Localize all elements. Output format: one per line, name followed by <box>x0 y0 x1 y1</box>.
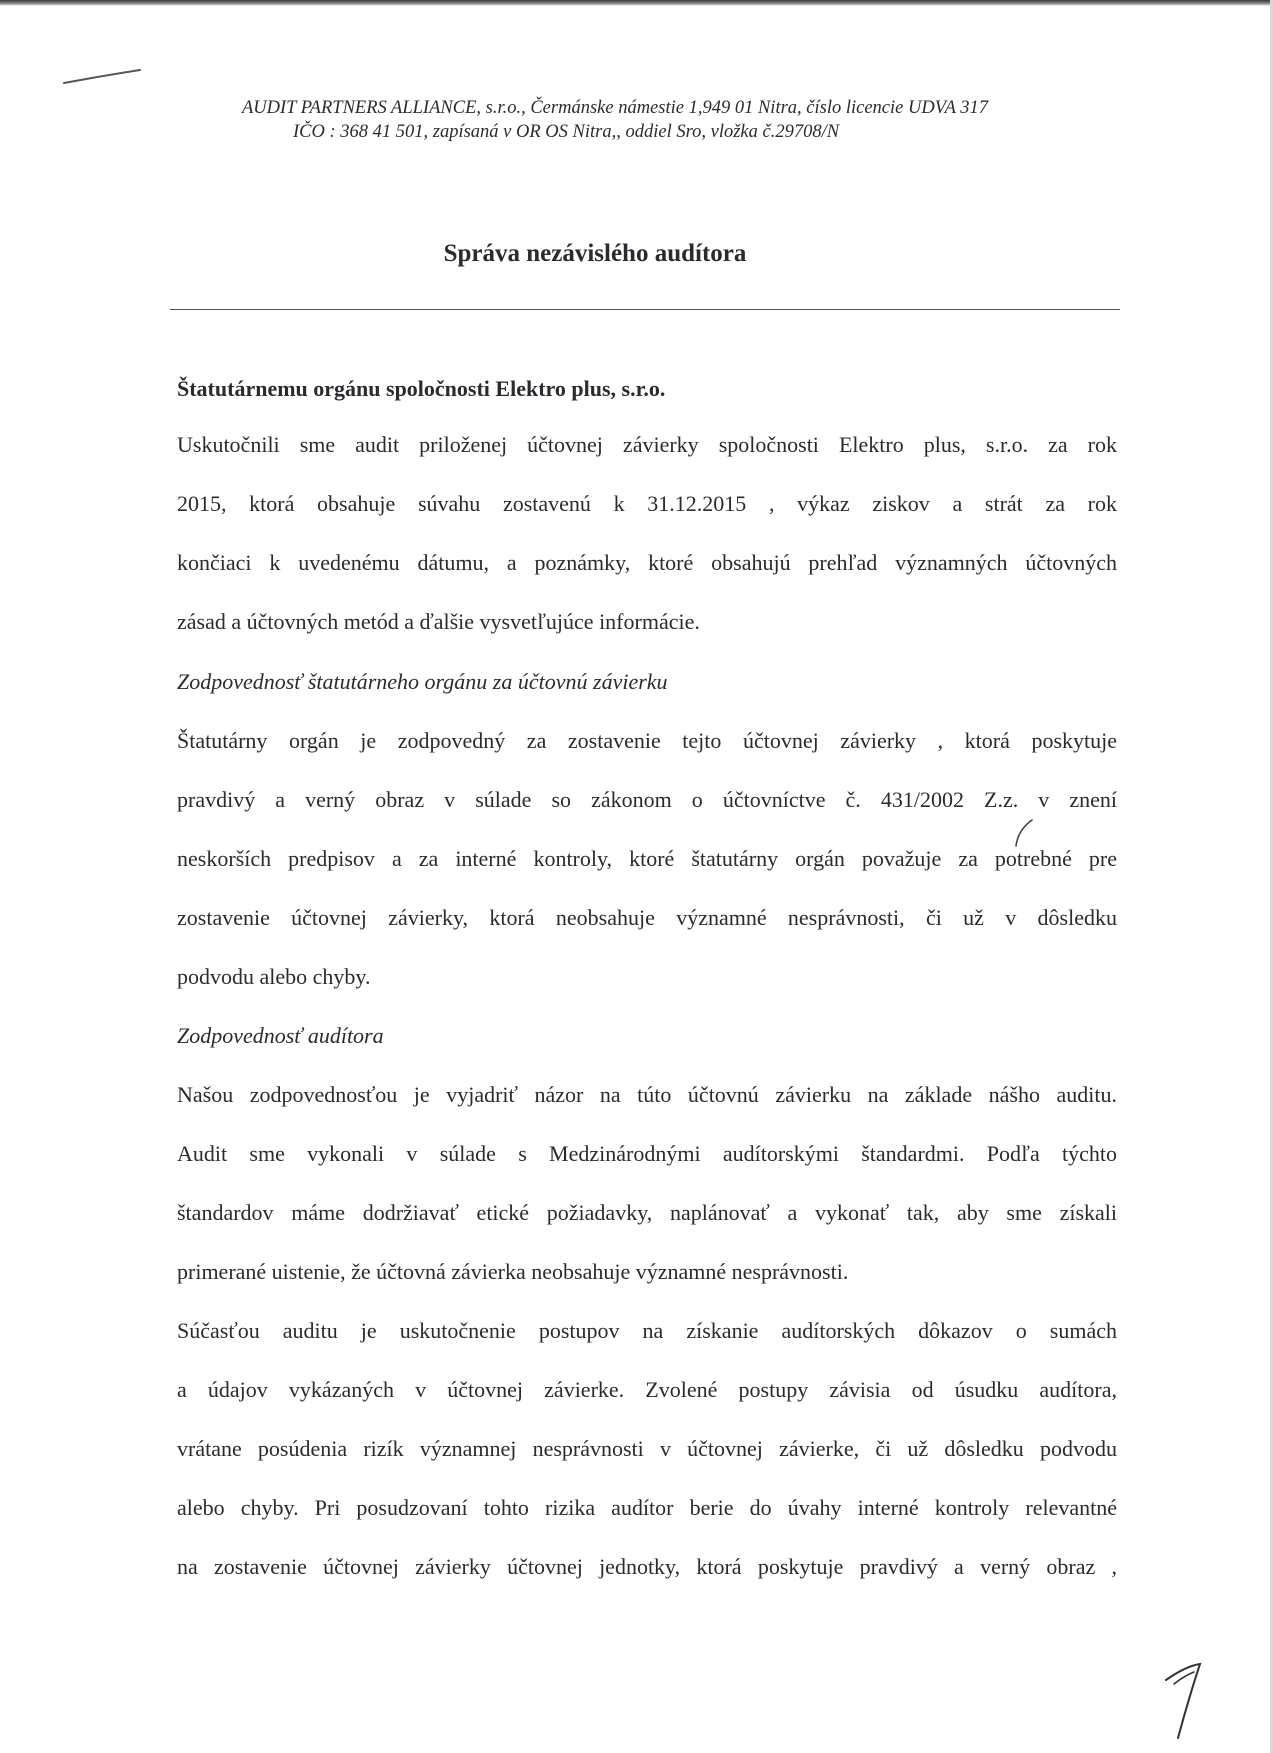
intro-line-2: 2015, ktorá obsahuje súvahu zostavenú k 31.12.2015 , výkaz ziskov a strát za rok <box>177 491 1117 516</box>
letterhead-line-2: IČO : 368 41 501, zapísaná v OR OS Nitra,, oddiel Sro, vložka č.29708/N <box>293 122 840 142</box>
scan-top-edge <box>0 0 1273 6</box>
pen-stroke-mark <box>62 66 142 86</box>
intro-line-4: zásad a účtovných metód a ďalšie vysvetľujúce informácie. <box>177 609 700 634</box>
section1-line-5: podvodu alebo chyby. <box>177 964 371 989</box>
document-title: Správa nezávislého audítora <box>443 240 747 267</box>
section2-line-2: Audit sme vykonali v súlade s Medzinárodnými audítorskými štandardmi. Podľa týchto <box>177 1141 1117 1166</box>
intro-line-1: Uskutočnili sme audit priloženej účtovnej závierky spoločnosti Elektro plus, s.r.o. za rok <box>177 432 1117 457</box>
intro-line-3: končiaci k uvedenému dátumu, a poznámky, ktoré obsahujú prehľad významných účtovných <box>177 550 1117 575</box>
section2-line-3: štandardov máme dodržiavať etické požiadavky, naplánovať a vykonať tak, aby sme získali <box>177 1200 1117 1225</box>
title-divider <box>170 309 1120 310</box>
section-heading-auditor: Zodpovednosť audítora <box>177 1023 384 1048</box>
section3-line-4: alebo chyby. Pri posudzovaní tohto rizika audítor berie do úvahy interné kontroly relevantné <box>177 1495 1117 1520</box>
handwritten-page-number <box>1160 1660 1206 1742</box>
addressee: Štatutárnemu orgánu spoločnosti Elektro plus, s.r.o. <box>177 376 666 401</box>
section2-line-4: primerané uistenie, že účtovná závierka neobsahuje významné nesprávnosti. <box>177 1259 849 1284</box>
section1-line-3: neskorších predpisov a za interné kontroly, ktoré štatutárny orgán považuje za potrebné pre <box>177 846 1117 871</box>
section1-line-4: zostavenie účtovnej závierky, ktorá neobsahuje významné nesprávnosti, či už v dôsledku <box>177 905 1117 930</box>
section3-line-2: a údajov vykázaných v účtovnej závierke. Zvolené postupy závisia od úsudku audítora, <box>177 1377 1117 1402</box>
section1-line-2: pravdivý a verný obraz v súlade so zákonom o účtovníctve č. 431/2002 Z.z. v znení <box>177 787 1117 812</box>
handwritten-tick-mark <box>1012 818 1036 848</box>
section-heading-statutory: Zodpovednosť štatutárneho orgánu za účtovnú závierku <box>177 669 668 694</box>
section2-line-1: Našou zodpovednosťou je vyjadriť názor na túto účtovnú závierku na základe nášho auditu. <box>177 1082 1117 1107</box>
section3-line-1: Súčasťou auditu je uskutočnenie postupov na získanie audítorských dôkazov o sumách <box>177 1318 1117 1343</box>
section1-line-1: Štatutárny orgán je zodpovedný za zostavenie tejto účtovnej závierky , ktorá poskytuje <box>177 728 1117 753</box>
section3-line-3: vrátane posúdenia rizík významnej nesprávnosti v účtovnej závierke, či už dôsledku podvodu <box>177 1436 1117 1461</box>
section3-line-5: na zostavenie účtovnej závierky účtovnej jednotky, ktorá poskytuje pravdivý a verný obraz , <box>177 1554 1117 1579</box>
letterhead-line-1: AUDIT PARTNERS ALLIANCE, s.r.o., Čermánske námestie 1,949 01 Nitra, číslo licencie UDVA 317 <box>242 98 988 118</box>
